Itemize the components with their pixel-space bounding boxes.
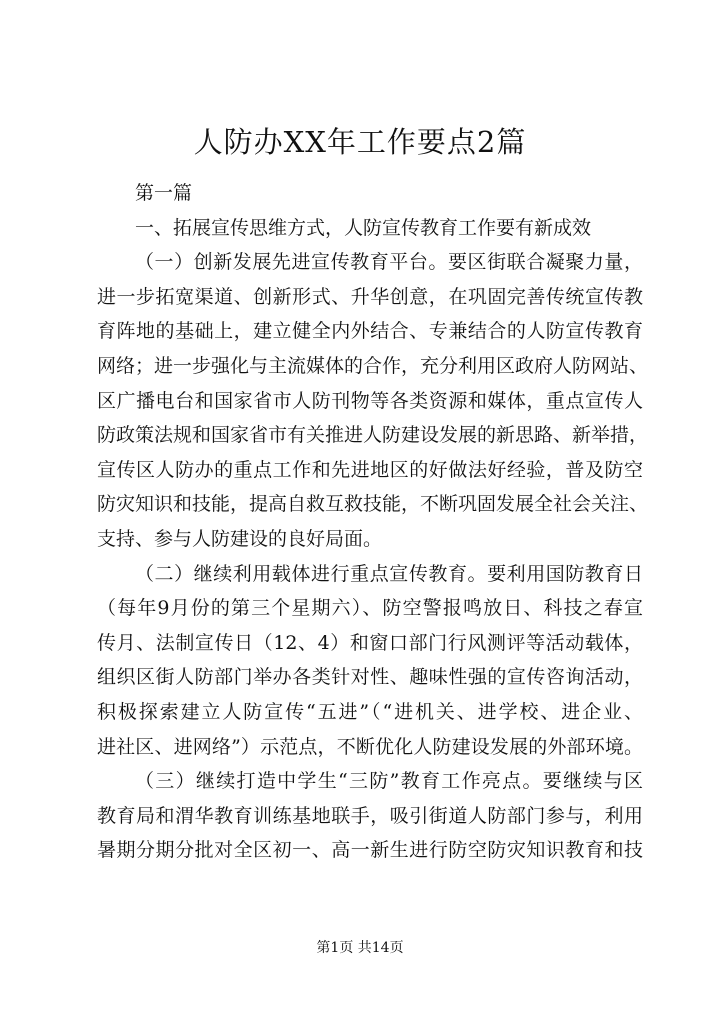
paragraph-line: 教育局和渭华教育训练基地联手，吸引街道人防部门参与，利用: [97, 804, 643, 827]
paragraph-line: 组织区街人防部门举办各类针对性、趣味性强的宣传咨询活动，: [97, 666, 643, 689]
paragraph-line: 防政策法规和国家省市有关推进人防建设发展的新思路、新举措，: [97, 424, 649, 447]
paragraph-line: （一）创新发展先进宣传教育平台。要区街联合凝聚力量，: [135, 251, 643, 274]
page-footer: 第1页 共14页: [316, 940, 404, 956]
paragraph-line: （每年9月份的第三个星期六）、防空警报鸣放日、科技之春宣: [97, 597, 643, 620]
paragraph-line: （二）继续利用载体进行重点宣传教育。要利用国防教育日: [135, 562, 643, 585]
paragraph-line: 支持、参与人防建设的良好局面。: [97, 527, 383, 550]
paragraph-line: 进一步拓宽渠道、创新形式、升华创意，在巩固完善传统宣传教: [97, 285, 643, 308]
paragraph-line: 传月、法制宣传日（12、4）和窗口部门行风测评等活动载体，: [97, 631, 643, 654]
paragraph-line: 育阵地的基础上，建立健全内外结合、专兼结合的人防宣传教育: [97, 320, 643, 343]
paragraph-line: 暑期分期分批对全区初一、高一新生进行防空防灾知识教育和技: [97, 839, 643, 862]
document-title: 人防办XX年工作要点2篇: [193, 125, 527, 159]
paragraph-line: 宣传区人防办的重点工作和先进地区的好做法好经验，普及防空: [97, 458, 643, 481]
paragraph-line: 防灾知识和技能，提高自救互救技能，不断巩固发展全社会关注、: [97, 493, 649, 516]
paragraph-line: 网络；进一步强化与主流媒体的合作，充分利用区政府人防网站、: [97, 354, 649, 377]
paragraph-line: 积极探索建立人防宣传“五进”（“进机关、进学校、进企业、: [97, 700, 643, 723]
paragraph-line: 区广播电台和国家省市人防刊物等各类资源和媒体，重点宣传人: [97, 389, 643, 412]
document-body: [97, 176, 649, 868]
section-heading: 第一篇: [135, 182, 193, 204]
subsection-heading: 一、拓展宣传思维方式，人防宣传教育工作要有新成效: [135, 216, 592, 239]
paragraph-line: 进社区、进网络”）示范点，不断优化人防建设发展的外部环境。: [97, 735, 643, 758]
paragraph-line: （三）继续打造中学生“三防”教育工作亮点。要继续与区: [135, 770, 643, 793]
